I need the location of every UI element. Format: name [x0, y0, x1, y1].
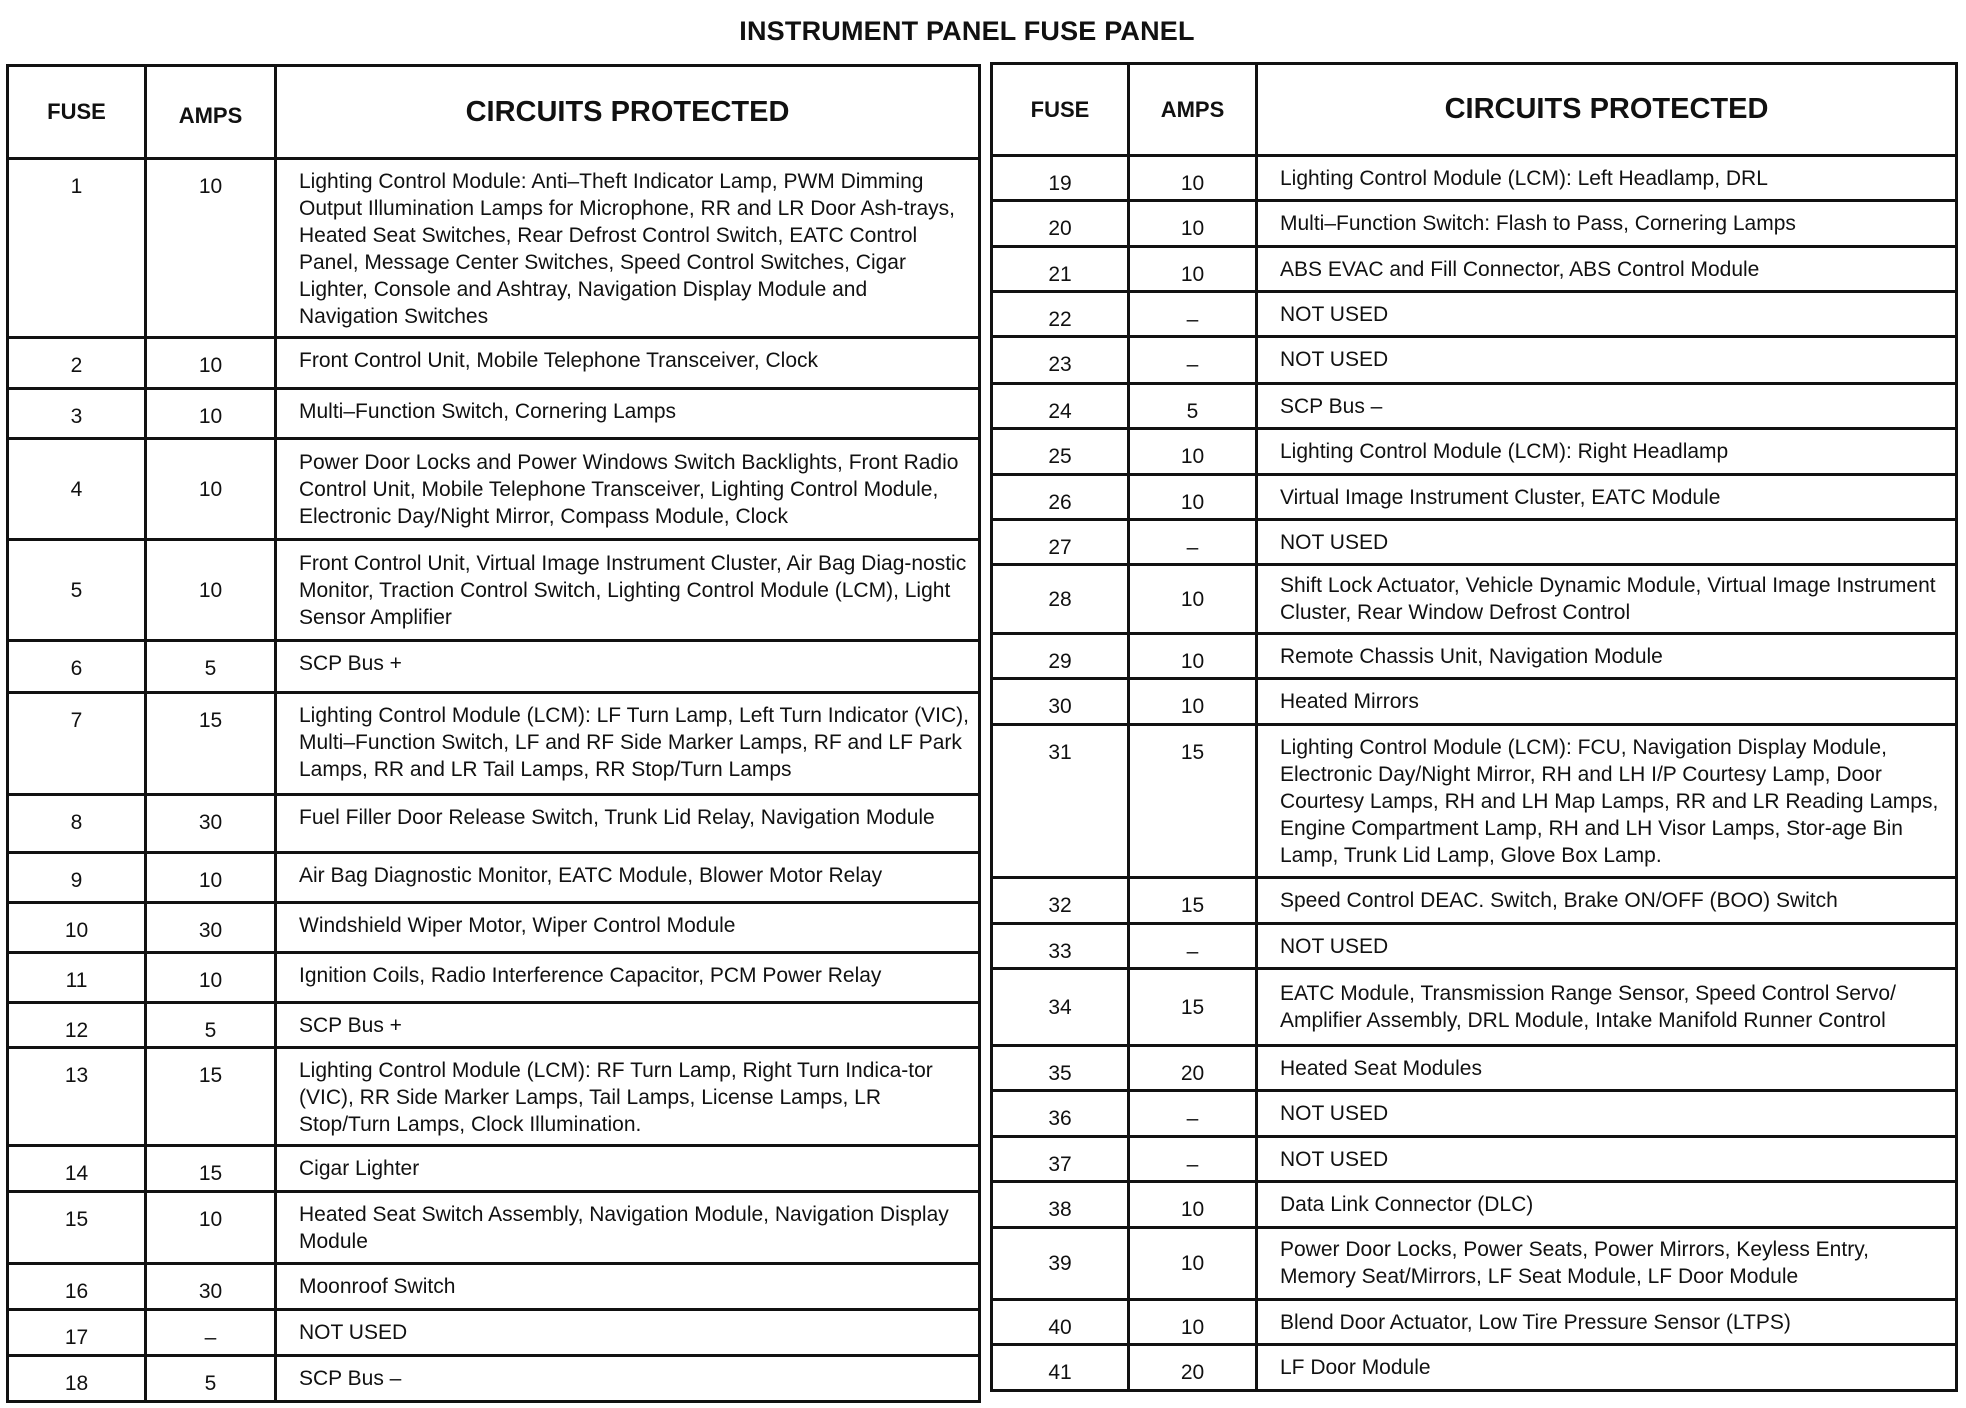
amps-cell: 10	[146, 159, 276, 338]
fuse-number-cell: 4	[8, 439, 146, 540]
table-row	[992, 724, 1957, 877]
table-row	[992, 1300, 1957, 1345]
circuits-cell: Lighting Control Module (LCM): Left Headlamp, DRL	[1257, 156, 1957, 201]
amps-cell: –	[1129, 1136, 1257, 1181]
circuits-cell: NOT USED	[1257, 292, 1957, 337]
fuse-number-cell: 14	[8, 1146, 146, 1192]
amps-cell: 10	[1129, 1227, 1257, 1300]
amps-cell: 15	[1129, 724, 1257, 877]
table-row	[992, 679, 1957, 724]
amps-cell: –	[1129, 1091, 1257, 1136]
fuse-number-cell: 25	[992, 429, 1129, 474]
table-row	[992, 1136, 1957, 1181]
amps-cell: 10	[146, 1192, 276, 1264]
fuse-number-cell: 6	[8, 641, 146, 693]
amps-cell: 10	[1129, 1300, 1257, 1345]
fuse-number-cell: 18	[8, 1356, 146, 1402]
table-row	[992, 246, 1957, 291]
circuits-cell: Lighting Control Module (LCM): FCU, Navigation Display Module, Electronic Day/Night Mirror, RH and LH I/P Courtesy Lamp, Door Courtesy Lamps, RH and LH Map Lamps, RR and LR Reading Lamps, Engine Compartment Lamp, RH and LH Visor Lamps, Stor-age Bin Lamp, Trunk Lid Lamp, Glove Box Lamp.	[1257, 724, 1957, 877]
fuse-number-cell: 32	[992, 877, 1129, 923]
amps-cell: –	[1129, 337, 1257, 383]
fuse-number-cell: 20	[992, 201, 1129, 246]
table-row	[8, 439, 980, 540]
table-row	[8, 693, 980, 795]
amps-cell: 10	[1129, 1182, 1257, 1227]
header-fuse: FUSE	[992, 64, 1129, 156]
page-title: INSTRUMENT PANEL FUSE PANEL	[739, 16, 1195, 46]
table-row	[992, 201, 1957, 246]
amps-cell: 20	[1129, 1046, 1257, 1091]
amps-cell: 10	[1129, 679, 1257, 724]
circuits-cell: NOT USED	[1257, 337, 1957, 383]
circuits-cell: LF Door Module	[1257, 1345, 1957, 1391]
fuse-number-cell: 24	[992, 383, 1129, 428]
table-row	[8, 1003, 980, 1048]
circuits-cell: Lighting Control Module (LCM): Right Headlamp	[1257, 429, 1957, 474]
table-row	[992, 1227, 1957, 1300]
circuits-cell: Heated Seat Modules	[1257, 1046, 1957, 1091]
fuse-table-left	[6, 64, 981, 1403]
amps-cell: 10	[1129, 429, 1257, 474]
amps-cell: 10	[1129, 201, 1257, 246]
table-row	[8, 1192, 980, 1264]
table-row	[992, 633, 1957, 678]
table-row	[8, 159, 980, 338]
table-row	[8, 540, 980, 641]
fuse-number-cell: 30	[992, 679, 1129, 724]
circuits-cell: Air Bag Diagnostic Monitor, EATC Module, Blower Motor Relay	[276, 853, 980, 903]
table-header-row	[8, 66, 980, 159]
circuits-cell: Remote Chassis Unit, Navigation Module	[1257, 633, 1957, 678]
table-header-row	[992, 64, 1957, 156]
amps-cell: 10	[1129, 156, 1257, 201]
amps-cell: 10	[1129, 246, 1257, 291]
amps-cell: –	[1129, 924, 1257, 969]
circuits-cell: SCP Bus +	[276, 641, 980, 693]
circuits-cell: Heated Seat Switch Assembly, Navigation Module, Navigation Display Module	[276, 1192, 980, 1264]
circuits-cell: Speed Control DEAC. Switch, Brake ON/OFF (BOO) Switch	[1257, 877, 1957, 923]
circuits-cell: SCP Bus –	[1257, 383, 1957, 428]
fuse-number-cell: 13	[8, 1048, 146, 1146]
amps-cell: 10	[146, 389, 276, 439]
circuits-cell: Windshield Wiper Motor, Wiper Control Module	[276, 903, 980, 953]
circuits-cell: Moonroof Switch	[276, 1264, 980, 1310]
fuse-number-cell: 3	[8, 389, 146, 439]
fuse-number-cell: 5	[8, 540, 146, 641]
table-row	[8, 338, 980, 389]
circuits-cell: NOT USED	[276, 1310, 980, 1356]
circuits-cell: Front Control Unit, Mobile Telephone Transceiver, Clock	[276, 338, 980, 389]
circuits-cell: Fuel Filler Door Release Switch, Trunk Lid Relay, Navigation Module	[276, 795, 980, 853]
fuse-number-cell: 10	[8, 903, 146, 953]
table-row	[992, 292, 1957, 337]
fuse-number-cell: 9	[8, 853, 146, 903]
fuse-table-right	[990, 62, 1958, 1392]
header-circuits: CIRCUITS PROTECTED	[276, 66, 980, 159]
fuse-table-left-body	[8, 159, 980, 1402]
fuse-number-cell: 33	[992, 924, 1129, 969]
table-row	[8, 1048, 980, 1146]
table-row	[8, 389, 980, 439]
table-row	[8, 1146, 980, 1192]
amps-cell: 5	[146, 1003, 276, 1048]
fuse-number-cell: 16	[8, 1264, 146, 1310]
table-row	[992, 1091, 1957, 1136]
fuse-number-cell: 1	[8, 159, 146, 338]
fuse-number-cell: 12	[8, 1003, 146, 1048]
fuse-number-cell: 15	[8, 1192, 146, 1264]
circuits-cell: NOT USED	[1257, 519, 1957, 564]
amps-cell: 10	[1129, 565, 1257, 634]
circuits-cell: Multi–Function Switch, Cornering Lamps	[276, 389, 980, 439]
fuse-number-cell: 37	[992, 1136, 1129, 1181]
amps-cell: 10	[146, 338, 276, 389]
table-row	[992, 429, 1957, 474]
amps-cell: 10	[146, 953, 276, 1003]
fuse-number-cell: 23	[992, 337, 1129, 383]
circuits-cell: EATC Module, Transmission Range Sensor, Speed Control Servo/ Amplifier Assembly, DRL Module, Intake Manifold Runner Control	[1257, 969, 1957, 1046]
table-row	[8, 1310, 980, 1356]
fuse-number-cell: 8	[8, 795, 146, 853]
fuse-number-cell: 28	[992, 565, 1129, 634]
amps-cell: 10	[1129, 633, 1257, 678]
circuits-cell: Virtual Image Instrument Cluster, EATC Module	[1257, 474, 1957, 519]
circuits-cell: Multi–Function Switch: Flash to Pass, Cornering Lamps	[1257, 201, 1957, 246]
circuits-cell: ABS EVAC and Fill Connector, ABS Control Module	[1257, 246, 1957, 291]
fuse-number-cell: 41	[992, 1345, 1129, 1391]
circuits-cell: Power Door Locks and Power Windows Switch Backlights, Front Radio Control Unit, Mobile Telephone Transceiver, Lighting Control Module, Electronic Day/Night Mirror, Compass Module, Clock	[276, 439, 980, 540]
table-row	[8, 1264, 980, 1310]
amps-cell: 10	[1129, 474, 1257, 519]
amps-cell: 5	[146, 641, 276, 693]
table-row	[992, 969, 1957, 1046]
circuits-cell: SCP Bus +	[276, 1003, 980, 1048]
table-row	[992, 474, 1957, 519]
fuse-number-cell: 36	[992, 1091, 1129, 1136]
table-row	[992, 156, 1957, 201]
amps-cell: 5	[146, 1356, 276, 1402]
table-row	[992, 337, 1957, 383]
fuse-table-right-body	[992, 156, 1957, 1391]
header-fuse: FUSE	[8, 66, 146, 159]
amps-cell: 20	[1129, 1345, 1257, 1391]
circuits-cell: Blend Door Actuator, Low Tire Pressure Sensor (LTPS)	[1257, 1300, 1957, 1345]
amps-cell: 10	[146, 439, 276, 540]
circuits-cell: Shift Lock Actuator, Vehicle Dynamic Module, Virtual Image Instrument Cluster, Rear Window Defrost Control	[1257, 565, 1957, 634]
header-amps: AMPS	[146, 66, 276, 159]
amps-cell: –	[1129, 519, 1257, 564]
amps-cell: 30	[146, 903, 276, 953]
header-amps: AMPS	[1129, 64, 1257, 156]
circuits-cell: NOT USED	[1257, 924, 1957, 969]
table-row	[992, 1345, 1957, 1391]
table-row	[8, 903, 980, 953]
amps-cell: –	[1129, 292, 1257, 337]
fuse-number-cell: 19	[992, 156, 1129, 201]
circuits-cell: Cigar Lighter	[276, 1146, 980, 1192]
amps-cell: 15	[1129, 877, 1257, 923]
amps-cell: 30	[146, 1264, 276, 1310]
fuse-number-cell: 27	[992, 519, 1129, 564]
table-row	[992, 924, 1957, 969]
fuse-number-cell: 39	[992, 1227, 1129, 1300]
table-row	[992, 1182, 1957, 1227]
amps-cell: 15	[146, 1146, 276, 1192]
table-row	[992, 383, 1957, 428]
circuits-cell: NOT USED	[1257, 1136, 1957, 1181]
circuits-cell: Lighting Control Module (LCM): LF Turn Lamp, Left Turn Indicator (VIC), Multi–Function Switch, LF and RF Side Marker Lamps, RF and LF Park Lamps, RR and LR Tail Lamps, RR Stop/Turn Lamps	[276, 693, 980, 795]
table-row	[992, 519, 1957, 564]
circuits-cell: Front Control Unit, Virtual Image Instrument Cluster, Air Bag Diag-nostic Monitor, Traction Control Switch, Lighting Control Module (LCM), Light Sensor Amplifier	[276, 540, 980, 641]
circuits-cell: Lighting Control Module: Anti–Theft Indicator Lamp, PWM Dimming Output Illumination Lamps for Microphone, RR and LR Door Ash-trays, Heated Seat Switches, Rear Defrost Control Switch, EATC Control Panel, Message Center Switches, Speed Control Switches, Cigar Lighter, Console and Ashtray, Navigation Display Module and Navigation Switches	[276, 159, 980, 338]
table-row	[8, 953, 980, 1003]
fuse-number-cell: 29	[992, 633, 1129, 678]
fuse-number-cell: 2	[8, 338, 146, 389]
fuse-number-cell: 35	[992, 1046, 1129, 1091]
circuits-cell: SCP Bus –	[276, 1356, 980, 1402]
fuse-number-cell: 26	[992, 474, 1129, 519]
table-row	[8, 853, 980, 903]
fuse-number-cell: 40	[992, 1300, 1129, 1345]
circuits-cell: Ignition Coils, Radio Interference Capacitor, PCM Power Relay	[276, 953, 980, 1003]
circuits-cell: Data Link Connector (DLC)	[1257, 1182, 1957, 1227]
table-row	[8, 1356, 980, 1402]
amps-cell: 5	[1129, 383, 1257, 428]
fuse-number-cell: 31	[992, 724, 1129, 877]
amps-cell: –	[146, 1310, 276, 1356]
fuse-number-cell: 11	[8, 953, 146, 1003]
amps-cell: 15	[1129, 969, 1257, 1046]
fuse-number-cell: 21	[992, 246, 1129, 291]
table-row	[992, 877, 1957, 923]
circuits-cell: Power Door Locks, Power Seats, Power Mirrors, Keyless Entry, Memory Seat/Mirrors, LF Seat Module, LF Door Module	[1257, 1227, 1957, 1300]
table-row	[8, 641, 980, 693]
amps-cell: 10	[146, 540, 276, 641]
amps-cell: 30	[146, 795, 276, 853]
fuse-number-cell: 17	[8, 1310, 146, 1356]
amps-cell: 15	[146, 693, 276, 795]
amps-cell: 15	[146, 1048, 276, 1146]
table-row	[992, 565, 1957, 634]
circuits-cell: Lighting Control Module (LCM): RF Turn Lamp, Right Turn Indica-tor (VIC), RR Side Marker Lamps, Tail Lamps, License Lamps, LR Stop/Turn Lamps, Clock Illumination.	[276, 1048, 980, 1146]
circuits-cell: Heated Mirrors	[1257, 679, 1957, 724]
fuse-number-cell: 22	[992, 292, 1129, 337]
table-row	[992, 1046, 1957, 1091]
table-row	[8, 795, 980, 853]
fuse-number-cell: 38	[992, 1182, 1129, 1227]
header-circuits: CIRCUITS PROTECTED	[1257, 64, 1957, 156]
fuse-number-cell: 7	[8, 693, 146, 795]
circuits-cell: NOT USED	[1257, 1091, 1957, 1136]
amps-cell: 10	[146, 853, 276, 903]
fuse-number-cell: 34	[992, 969, 1129, 1046]
